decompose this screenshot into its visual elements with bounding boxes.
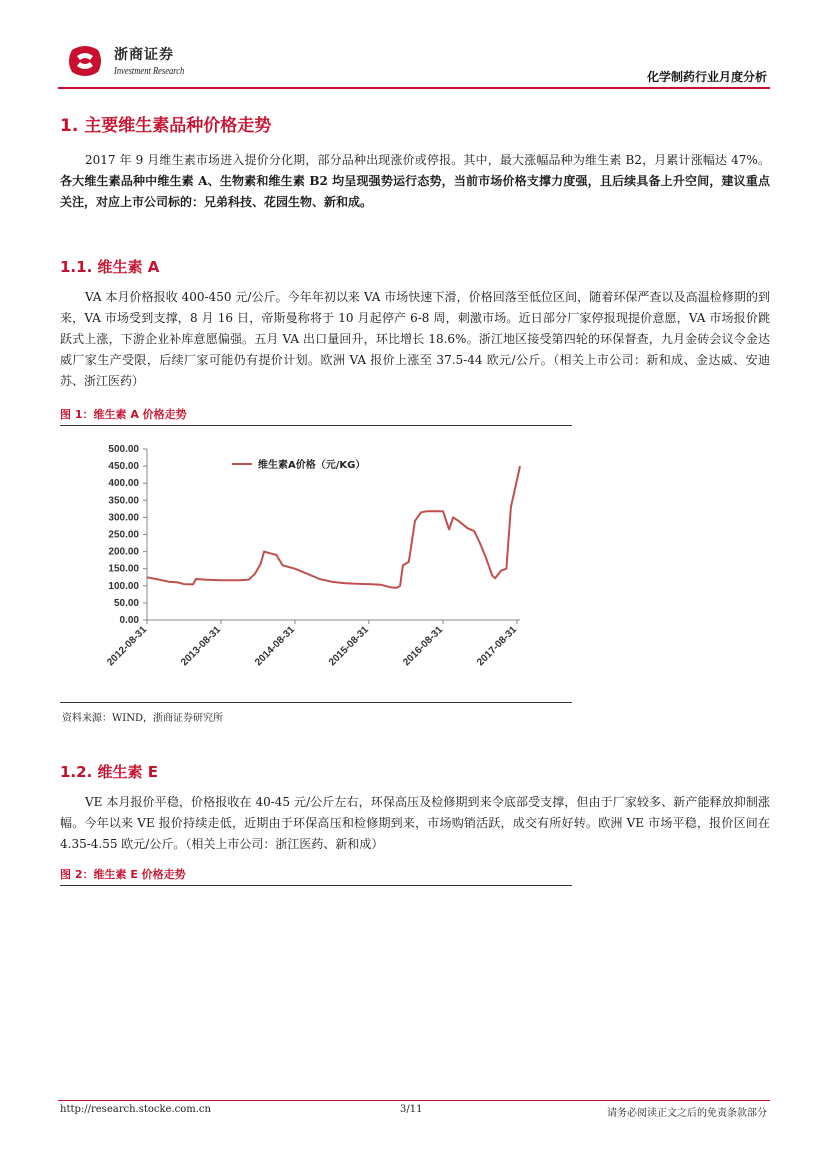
y-tick-label: 150.00 [108, 563, 139, 575]
section-1-2-paragraph: VE 本月报价平稳，价格报收在 40-45 元/公斤左右，环保高压及检修期到来令底部受支撑，但由于厂家较多、新产能释放抑制涨幅。今年以来 VE 报价持续走低，近期由于环保高压和检修期到来，市场购销活跃，成交有所好转。欧洲 VE 市场平稳，报价区间在 4.35-4.55 欧元/公斤。（相关上市公司：浙江医药、新和成） [60, 795, 770, 851]
section-1-paragraph [60, 150, 770, 213]
vitamin-a-price-chart [60, 427, 572, 699]
footer-divider [58, 1100, 770, 1101]
legend-label: 维生素A价格（元/KG） [258, 460, 366, 471]
y-tick-label: 400.00 [108, 478, 139, 490]
y-tick-label: 450.00 [108, 461, 139, 473]
section-1-bold-text: 各大维生素品种中维生素 A、生物素和维生素 B2 均呈现强势运行态势，当前市场价格支撑力度强，且后续具备上升空间，建议重点关注，对应上市公司标的：兄弟科技、花园生物、新和成。 [60, 174, 770, 209]
figure-2-title: 图 2：维生素 E 价格走势 [60, 866, 572, 886]
y-tick-label: 100.00 [108, 580, 139, 592]
figure-1-bottom-rule [60, 702, 572, 703]
x-tick-label: 2012-08-31 [105, 624, 150, 669]
section-1-text: 2017 年 9 月维生素市场进入提价分化期，部分品种出现涨价或停报。其中，最大涨幅品种为维生素 B2，月累计涨幅达 47%。 [85, 153, 770, 167]
footer-url[interactable]: http://research.stocke.com.cn [60, 1104, 211, 1115]
x-tick-label: 2015-08-31 [327, 624, 371, 669]
x-tick-label: 2016-08-31 [401, 624, 446, 669]
section-heading-1: 1. 主要维生素品种价格走势 [60, 116, 272, 136]
company-name-en: Investment Research [114, 66, 185, 77]
x-tick-label: 2014-08-31 [253, 624, 298, 669]
figure-1-title: 图 1：维生素 A 价格走势 [60, 406, 572, 426]
figure-1-source: 资料来源：WIND，浙商证券研究所 [62, 713, 223, 724]
y-tick-label: 500.00 [108, 444, 139, 455]
x-tick-label: 2017-08-31 [475, 624, 520, 669]
footer-disclaimer: 请务必阅读正文之后的免责条款部分 [607, 1108, 767, 1119]
y-tick-label: 50.00 [113, 597, 139, 609]
series-line [147, 466, 520, 588]
company-logo-icon [66, 44, 104, 78]
y-tick-label: 0.00 [119, 615, 139, 626]
section-heading-1-1: 1.1. 维生素 A [60, 258, 160, 276]
y-tick-label: 250.00 [108, 529, 139, 541]
y-tick-label: 200.00 [108, 546, 139, 558]
y-tick-label: 300.00 [108, 512, 139, 524]
x-tick-label: 2013-08-31 [179, 624, 224, 669]
company-name-cn: 浙商证券 [114, 47, 174, 63]
section-heading-1-2: 1.2. 维生素 E [60, 763, 158, 781]
y-tick-label: 350.00 [108, 495, 139, 507]
footer-page-number: 3/11 [400, 1104, 423, 1115]
header-divider [58, 87, 770, 89]
section-1-1-paragraph: VA 本月价格报收 400-450 元/公斤。今年年初以来 VA 市场快速下滑，价格回落至低位区间，随着环保严查以及高温检修期的到来，VA 市场受到支撑，8 月 16 日，帝斯曼称将于 10 月起停产 6-8 周，刺激市场。近日部分厂家停报现提价意愿，VA 市场报价跳跃式上涨，下游企业补库意愿偏强。五月 VA 出口量回升，环比增长 18.6%。浙江地区接受第四轮的环保督查，九月金砖会议令金达威厂家生产受限，后续厂家可能仍有提价计划。欧洲 VA 报价上涨至 37.5-44 欧元/公斤。（相关上市公司：新和成、金达威、安迪苏、浙江医药） [60, 290, 770, 388]
report-title: 化学制药行业月度分析 [646, 70, 767, 84]
